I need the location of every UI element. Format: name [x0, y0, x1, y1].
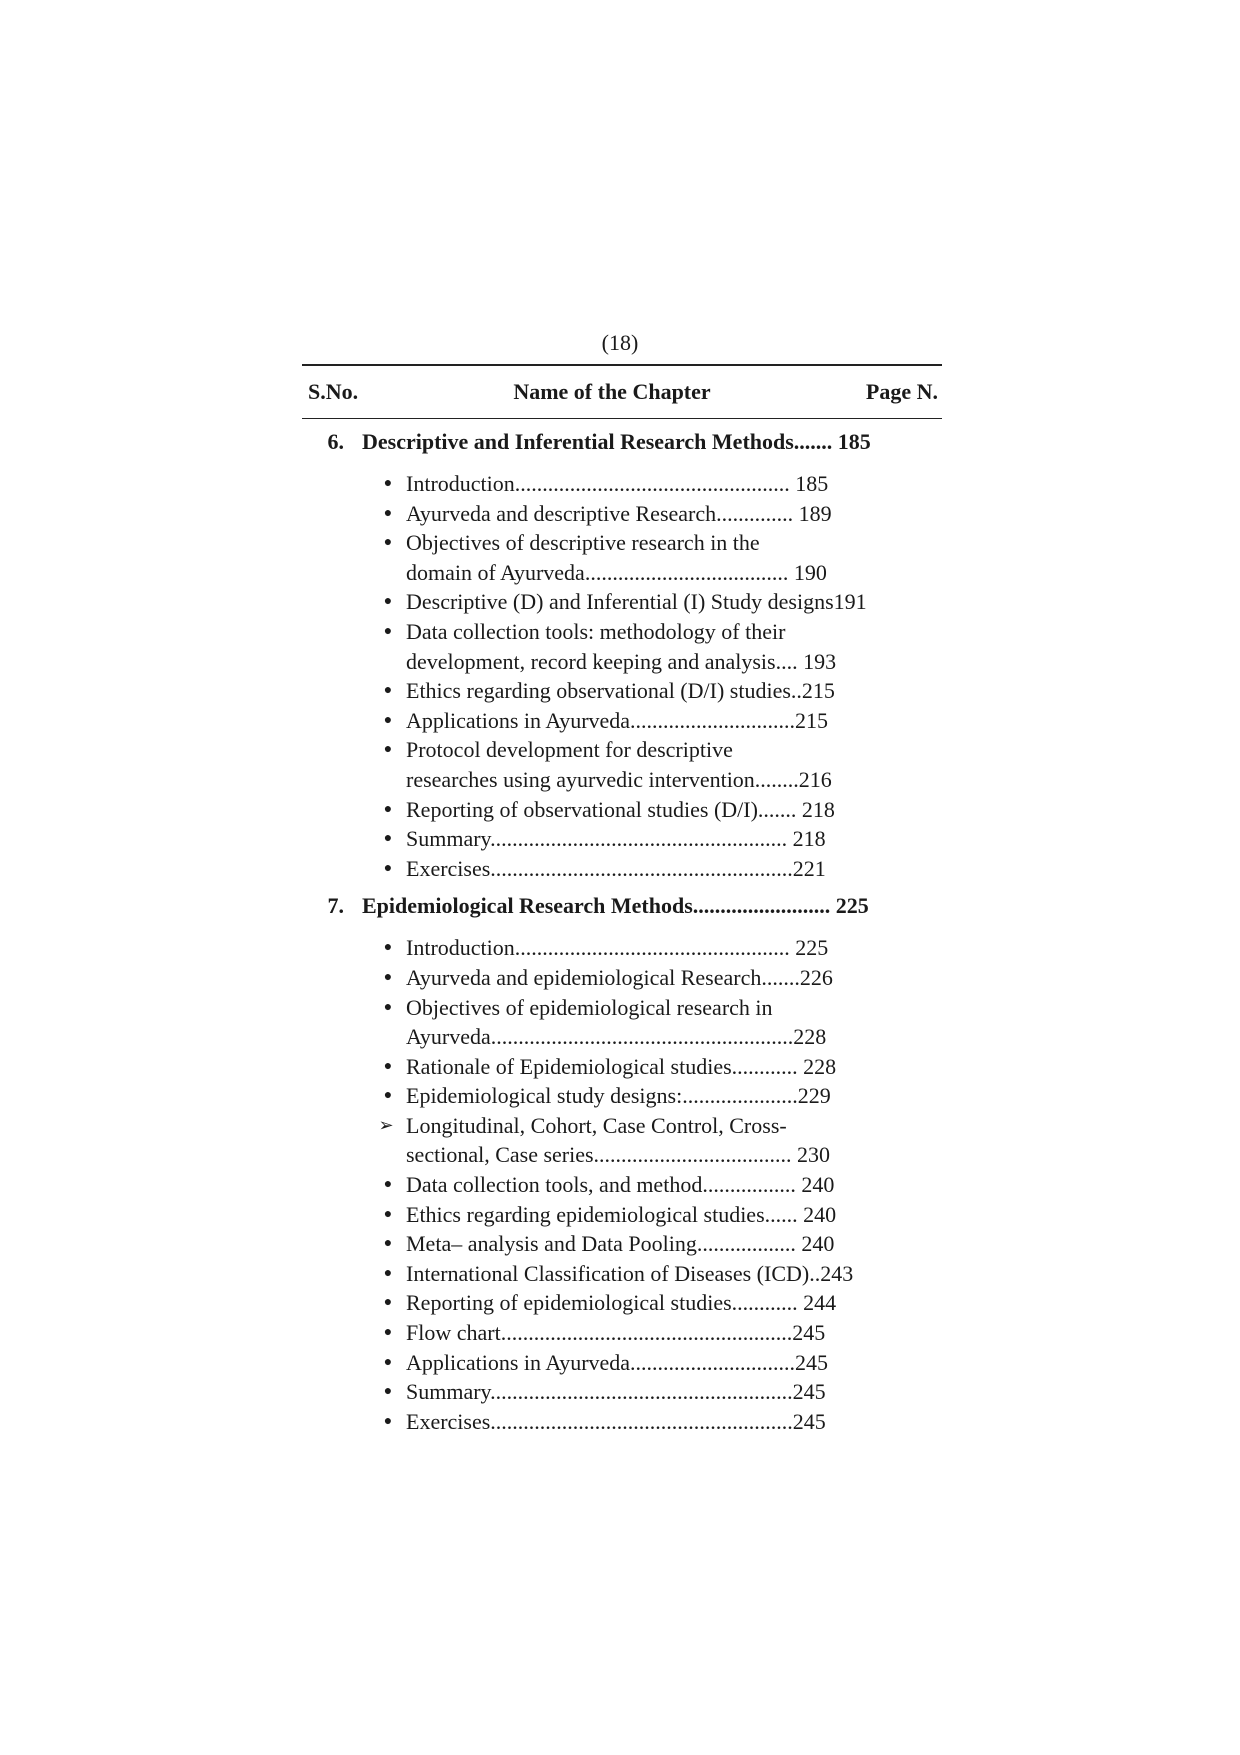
entry-text-line: Descriptive (D) and Inferential (I) Study designs191	[406, 589, 867, 615]
entry-text-line: Data collection tools: methodology of their	[406, 618, 786, 644]
toc-entry	[302, 1377, 882, 1407]
entry-text-line: Introduction.................................................. 185	[406, 471, 829, 496]
bullet-icon: ●	[383, 594, 393, 610]
entry-list	[302, 469, 942, 883]
entry-text-line: Introduction.................................................. 225	[406, 935, 829, 961]
header-page-number: Page N.	[865, 379, 938, 404]
entry-text-line: International Classification of Diseases (ICD)..243	[406, 1260, 854, 1286]
bullet-icon: ●	[383, 1236, 393, 1252]
bullet-icon: ●	[383, 940, 393, 956]
bullet-icon: ●	[383, 1088, 393, 1104]
chapter-title-row	[302, 429, 942, 459]
bullet-icon: ●	[383, 712, 393, 728]
entry-text-line: Objectives of epidemiological research in	[406, 994, 773, 1020]
bullet-icon: ●	[383, 969, 393, 985]
bullet-icon: ●	[383, 1177, 393, 1193]
chapter-title-row	[302, 893, 942, 923]
entry-text-line: domain of Ayurveda..................................... 190	[406, 559, 827, 585]
toc-entry	[302, 1348, 882, 1378]
bullet-icon: ●	[383, 860, 393, 876]
entry-text-line: Applications in Ayurveda..............................215	[406, 707, 829, 733]
entry-text-line: Data collection tools, and method................. 240	[406, 1172, 835, 1198]
entry-text-line: Longitudinal, Cohort, Case Control, Cross-	[406, 1112, 787, 1138]
chapter-list	[302, 429, 942, 1436]
entry-text-line: Ayurveda.......................................................228	[406, 1024, 827, 1050]
toc-entry	[302, 617, 882, 676]
toc-entry	[302, 1318, 882, 1348]
bullet-icon: ●	[383, 535, 393, 551]
toc-entry	[302, 499, 882, 529]
chapter-section	[302, 429, 942, 883]
bullet-icon: ●	[383, 1058, 393, 1074]
bullet-icon: ●	[383, 1265, 393, 1281]
toc-entry	[302, 1170, 882, 1200]
toc-entry	[302, 1200, 882, 1230]
entry-text-line: Meta– analysis and Data Pooling.................. 240	[406, 1231, 835, 1257]
bullet-icon: ●	[383, 476, 393, 491]
entry-text-line: Ayurveda and descriptive Research.............. 189	[406, 500, 832, 526]
bullet-icon: ●	[383, 1354, 393, 1370]
toc-entry	[302, 795, 882, 825]
chapter-title: Descriptive and Inferential Research Methods....... 185	[362, 429, 871, 454]
bullet-icon: ●	[383, 999, 393, 1015]
entry-text-line: researches using ayurvedic intervention........216	[406, 766, 832, 792]
bullet-icon: ●	[383, 1384, 393, 1400]
bullet-icon: ●	[383, 505, 393, 521]
toc-entry	[302, 528, 882, 587]
toc-entry	[302, 469, 882, 499]
arrow-bullet-icon: ➢	[378, 1114, 394, 1135]
page-number: (18)	[601, 330, 639, 355]
header-chapter-name: Name of the Chapter	[513, 379, 711, 404]
bullet-icon: ●	[383, 1325, 393, 1341]
toc-entry	[302, 735, 882, 794]
toc-entry	[302, 993, 882, 1052]
bullet-icon: ●	[383, 683, 393, 699]
toc-entry	[302, 706, 882, 736]
entry-text-line: Exercises.......................................................245	[406, 1408, 826, 1434]
bullet-icon: ●	[383, 831, 393, 847]
bullet-icon: ●	[383, 742, 393, 758]
bullet-icon: ●	[383, 1413, 393, 1429]
entry-text-line: Ethics regarding observational (D/I) studies..215	[406, 678, 835, 704]
toc-entry	[302, 1081, 882, 1111]
toc-entry	[302, 1111, 882, 1170]
entry-text-line: Exercises.......................................................221	[406, 855, 826, 881]
entry-text-line: Summary...................................................... 218	[406, 826, 826, 852]
toc-entry	[302, 587, 882, 617]
entry-list	[302, 933, 942, 1436]
toc-entry	[302, 1407, 882, 1437]
toc-entry	[302, 933, 882, 963]
toc-entry	[302, 1229, 882, 1259]
header-sno: S.No.	[308, 379, 359, 404]
toc-entry	[302, 963, 882, 993]
entry-text-line: Epidemiological study designs:.....................229	[406, 1083, 831, 1109]
chapter-number: 7.	[327, 893, 344, 919]
chapter-title: Epidemiological Research Methods......................... 225	[362, 893, 869, 919]
entry-text-line: development, record keeping and analysis.... 193	[406, 648, 837, 674]
toc-entry	[302, 676, 882, 706]
entry-text-line: Ethics regarding epidemiological studies...... 240	[406, 1201, 837, 1227]
entry-text-line: Rationale of Epidemiological studies............ 228	[406, 1053, 837, 1079]
table-of-contents	[302, 364, 942, 1436]
entry-text-line: sectional, Case series.................................... 230	[406, 1142, 831, 1168]
bullet-icon: ●	[383, 801, 393, 817]
entry-text-line: Flow chart.....................................................245	[406, 1320, 826, 1346]
bullet-icon: ●	[383, 623, 393, 639]
entry-text-line: Reporting of observational studies (D/I)....... 218	[406, 796, 835, 822]
chapter-section	[302, 893, 942, 1436]
toc-entry	[302, 824, 882, 854]
entry-text-line: Protocol development for descriptive	[406, 737, 733, 763]
entry-text-line: Summary.......................................................245	[406, 1379, 826, 1405]
toc-entry	[302, 1259, 882, 1289]
toc-entry	[302, 854, 882, 884]
toc-header	[302, 366, 942, 418]
entry-text-line: Applications in Ayurveda..............................245	[406, 1349, 829, 1375]
toc-entry	[302, 1052, 882, 1082]
header-rule	[302, 418, 942, 419]
bullet-icon: ●	[383, 1295, 393, 1311]
bullet-icon: ●	[383, 1206, 393, 1222]
entry-text-line: Ayurveda and epidemiological Research.......226	[406, 964, 833, 990]
entry-text-line: Objectives of descriptive research in the	[406, 530, 760, 556]
toc-entry	[302, 1288, 882, 1318]
chapter-number: 6.	[327, 429, 344, 454]
entry-text-line: Reporting of epidemiological studies............ 244	[406, 1290, 837, 1316]
